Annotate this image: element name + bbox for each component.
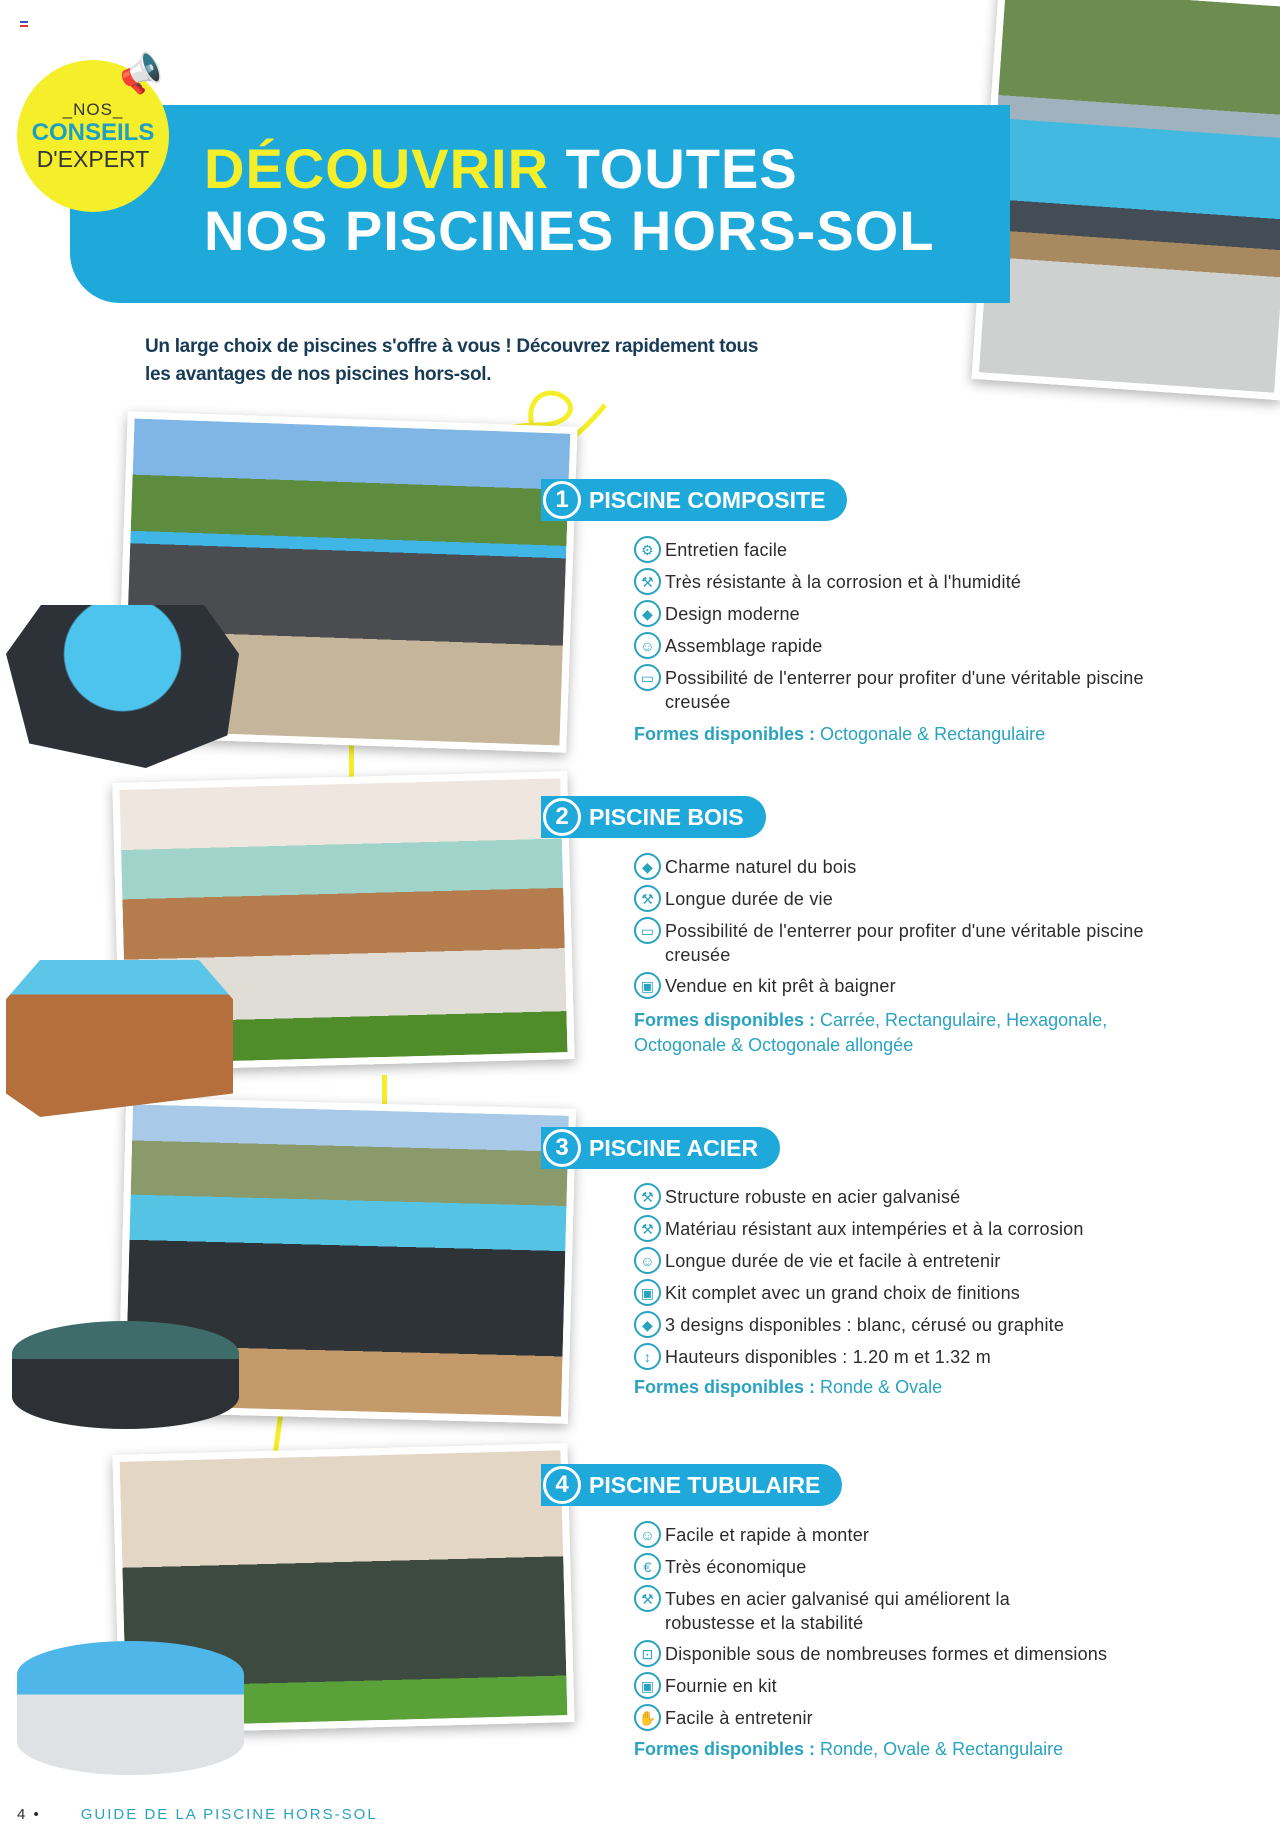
megaphone-icon: 📢 bbox=[113, 48, 169, 102]
kit-box-icon: ▣ bbox=[634, 972, 661, 999]
intro-line: Un large choix de piscines s'offre à vous ! Découvrez rapidement tous bbox=[145, 336, 759, 357]
section-title-wood bbox=[541, 796, 766, 838]
shapes-label: Formes disponibles : bbox=[634, 1739, 816, 1759]
list-item bbox=[634, 1706, 1194, 1731]
list-item bbox=[634, 1555, 1194, 1580]
wood-pool-product-image bbox=[6, 960, 233, 1117]
list-item bbox=[634, 1345, 1154, 1370]
list-item bbox=[634, 602, 1154, 627]
section-number: 2 bbox=[543, 798, 581, 836]
euro-icon: € bbox=[634, 1553, 661, 1580]
section-title-composite bbox=[541, 479, 847, 521]
worker-icon: ☺ bbox=[634, 1521, 661, 1548]
list-item bbox=[634, 634, 1154, 659]
footer-title: GUIDE DE LA PISCINE HORS-SOL bbox=[80, 1806, 378, 1823]
intro-line: les avantages de nos piscines hors-sol. bbox=[145, 364, 492, 385]
list-item bbox=[634, 1523, 1194, 1548]
diamond-icon: ◆ bbox=[634, 600, 661, 627]
page-number: 4 • bbox=[17, 1806, 41, 1823]
badge-conseils: CONSEILS bbox=[31, 119, 155, 146]
shapes-value: Ronde & Ovale bbox=[815, 1377, 943, 1397]
feature-list-wood bbox=[634, 855, 1154, 1006]
gear-icon: ⚙ bbox=[634, 536, 661, 563]
shapes-label: Formes disponibles : bbox=[634, 1377, 816, 1397]
item-text: Très résistante à la corrosion et à l'humidité bbox=[665, 572, 1022, 592]
list-item bbox=[634, 855, 1154, 880]
list-item bbox=[634, 1642, 1194, 1667]
height-arrow-icon: ↕ bbox=[634, 1343, 661, 1370]
list-item bbox=[634, 1587, 1074, 1635]
hammer-icon: ⚒ bbox=[634, 1585, 661, 1612]
kit-box-icon: ▣ bbox=[634, 1672, 661, 1699]
hammer-icon: ⚒ bbox=[634, 1183, 661, 1210]
item-text: Facile à entretenir bbox=[665, 1708, 813, 1728]
available-shapes bbox=[634, 722, 1174, 747]
steel-pool-product-image bbox=[12, 1321, 239, 1429]
list-item bbox=[634, 919, 1154, 967]
title-rest: TOUTES bbox=[549, 137, 798, 200]
kit-box-icon: ▣ bbox=[634, 1279, 661, 1306]
dimensions-icon: ⊡ bbox=[634, 1640, 661, 1667]
item-text: Assemblage rapide bbox=[665, 636, 823, 656]
diamond-icon: ◆ bbox=[634, 853, 661, 880]
list-item bbox=[634, 1674, 1194, 1699]
item-text: Tubes en acier galvanisé qui améliorent la robustesse et la stabilité bbox=[665, 1589, 1010, 1633]
item-text: Matériau résistant aux intempéries et à la corrosion bbox=[665, 1219, 1084, 1239]
title-line2: NOS PISCINES HORS-SOL bbox=[204, 199, 935, 262]
feature-list-steel bbox=[634, 1185, 1154, 1377]
section-number: 1 bbox=[543, 481, 581, 519]
item-text: Hauteurs disponibles : 1.20 m et 1.32 m bbox=[665, 1347, 991, 1367]
list-item bbox=[634, 1313, 1154, 1338]
item-text: Longue durée de vie bbox=[665, 889, 833, 909]
hammer-icon: ⚒ bbox=[634, 568, 661, 595]
section-title: PISCINE ACIER bbox=[589, 1134, 759, 1161]
hammer-icon: ⚒ bbox=[634, 885, 661, 912]
item-text: Facile et rapide à monter bbox=[665, 1525, 870, 1545]
tubular-pool-product-image bbox=[17, 1641, 244, 1775]
list-item bbox=[634, 1185, 1154, 1210]
header-pool-photo bbox=[971, 0, 1280, 400]
worker-icon: ☺ bbox=[634, 632, 661, 659]
list-item bbox=[634, 974, 1154, 999]
available-shapes bbox=[634, 1375, 1174, 1400]
shapes-value: Carrée, Rectangulaire, Hexagonale, Octogonale & Octogonale allongée bbox=[634, 1010, 1108, 1055]
section-title: PISCINE COMPOSITE bbox=[589, 486, 826, 513]
list-item bbox=[634, 538, 1154, 563]
intro-text bbox=[145, 333, 758, 389]
item-text: Disponible sous de nombreuses formes et dimensions bbox=[665, 1644, 1108, 1664]
composite-pool-product-image bbox=[6, 605, 239, 768]
available-shapes bbox=[634, 1008, 1174, 1058]
section-title-tubular bbox=[541, 1464, 842, 1506]
item-text: Charme naturel du bois bbox=[665, 857, 857, 877]
section-number: 4 bbox=[543, 1466, 581, 1504]
item-text: Possibilité de l'enterrer pour profiter d'une véritable piscine creusée bbox=[665, 668, 1144, 712]
inground-pool-icon: ▭ bbox=[634, 664, 661, 691]
list-item bbox=[634, 570, 1154, 595]
shapes-label: Formes disponibles : bbox=[634, 1010, 816, 1030]
feature-list-tubular bbox=[634, 1523, 1194, 1738]
item-text: Longue durée de vie et facile à entretenir bbox=[665, 1251, 1001, 1271]
shapes-label: Formes disponibles : bbox=[634, 724, 816, 744]
shapes-value: Octogonale & Rectangulaire bbox=[815, 724, 1046, 744]
section-number: 3 bbox=[543, 1129, 581, 1167]
shapes-value: Ronde, Ovale & Rectangulaire bbox=[815, 1739, 1064, 1759]
item-text: Kit complet avec un grand choix de finitions bbox=[665, 1283, 1020, 1303]
section-title: PISCINE TUBULAIRE bbox=[589, 1471, 821, 1498]
list-item bbox=[634, 666, 1154, 714]
item-text: Très économique bbox=[665, 1557, 807, 1577]
page-title bbox=[204, 138, 934, 262]
item-text: Entretien facile bbox=[665, 540, 788, 560]
section-title-steel bbox=[541, 1127, 780, 1169]
list-item bbox=[634, 1249, 1154, 1274]
item-text: Fournie en kit bbox=[665, 1676, 777, 1696]
inground-pool-icon: ▭ bbox=[634, 917, 661, 944]
hand-icon: ✋ bbox=[634, 1704, 661, 1731]
item-text: Structure robuste en acier galvanisé bbox=[665, 1187, 961, 1207]
item-text: 3 designs disponibles : blanc, cérusé ou graphite bbox=[665, 1315, 1065, 1335]
section-title: PISCINE BOIS bbox=[589, 803, 744, 830]
badge-expert: D'EXPERT bbox=[36, 146, 150, 172]
flag-icon bbox=[20, 21, 28, 27]
list-item bbox=[634, 887, 1154, 912]
available-shapes bbox=[634, 1737, 1174, 1762]
feature-list-composite bbox=[634, 538, 1154, 721]
item-text: Design moderne bbox=[665, 604, 800, 624]
list-item bbox=[634, 1281, 1154, 1306]
title-highlight: DÉCOUVRIR bbox=[204, 137, 550, 200]
badge-nos: _NOS_ bbox=[62, 100, 124, 119]
list-item bbox=[634, 1217, 1154, 1242]
worker-icon: ☺ bbox=[634, 1247, 661, 1274]
page-footer bbox=[17, 1806, 378, 1823]
hammer-icon: ⚒ bbox=[634, 1215, 661, 1242]
item-text: Vendue en kit prêt à baigner bbox=[665, 976, 896, 996]
diamond-icon: ◆ bbox=[634, 1311, 661, 1338]
item-text: Possibilité de l'enterrer pour profiter d'une véritable piscine creusée bbox=[665, 921, 1144, 965]
